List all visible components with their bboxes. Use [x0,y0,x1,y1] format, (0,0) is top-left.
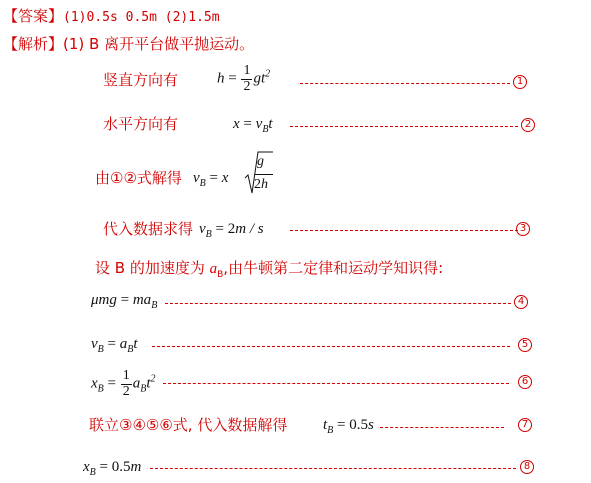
dash-7 [380,427,504,428]
analysis-text: (1) B 离开平台做平抛运动。 [63,35,255,53]
eq-time: $t_B = 0.5s$ [323,417,374,436]
line5-text [95,261,443,280]
line5-sym: a [209,261,218,277]
answer-label: 【答案】 [3,7,64,25]
line1-prefix: 竖直方向有 [103,71,179,89]
answer-text: (1)0.5s 0.5m (2)1.5m [63,10,220,25]
dash-4 [165,303,511,304]
sqrt-num: g [257,154,264,169]
circled-number-8: 8 [520,460,534,474]
dash-6 [163,383,509,384]
circled-number-5: 5 [518,338,532,352]
analysis-line [3,36,254,52]
line5-pre: 设 B 的加速度为 [95,259,210,277]
line3-prefix: 由①②式解得 [95,169,182,187]
circled-number-4: 4 [514,295,528,309]
circled-number-1: 1 [513,75,527,89]
circled-number-7: 7 [518,418,532,432]
analysis-label: 【解析】 [3,35,64,53]
eq-vb: $v_B = x$ [193,170,229,189]
line2-prefix: 水平方向有 [103,115,179,133]
line4-prefix: 代入数据求得 [103,220,194,238]
dash-3 [290,230,518,231]
eq-h: h = $\frac{1}{2}$ $gt^2$ [217,63,271,94]
dash-2 [290,126,518,127]
circled-number-6: 6 [518,375,532,389]
circled-number-3: 3 [516,222,530,236]
dash-5 [152,346,510,347]
line5-sub: B [217,270,224,280]
eq-vb-value: $v_B = 2m / s$ [199,221,264,240]
sqrt-den: 2h [254,177,268,192]
eq-distance: $x_B = 0.5m$ [83,459,142,478]
sqrt-bar [255,174,273,175]
answer-line [3,8,220,24]
eq-velocity: $v_B = a_Bt$ [91,336,138,355]
line5-post: ,由牛顿第二定律和运动学知识得: [223,259,444,277]
dash-1 [300,83,510,84]
eq-x: $x = v_Bt$ [233,116,273,135]
eq-friction: $\mu mg = ma_B$ [91,292,158,311]
eq-displacement: $x_B$ = $\frac{1}{2}$ $a_Bt^2$ [91,368,156,399]
line9-prefix: 联立③④⑤⑥式, 代入数据解得 [89,416,288,434]
dash-8 [150,468,516,469]
circled-number-2: 2 [521,118,535,132]
